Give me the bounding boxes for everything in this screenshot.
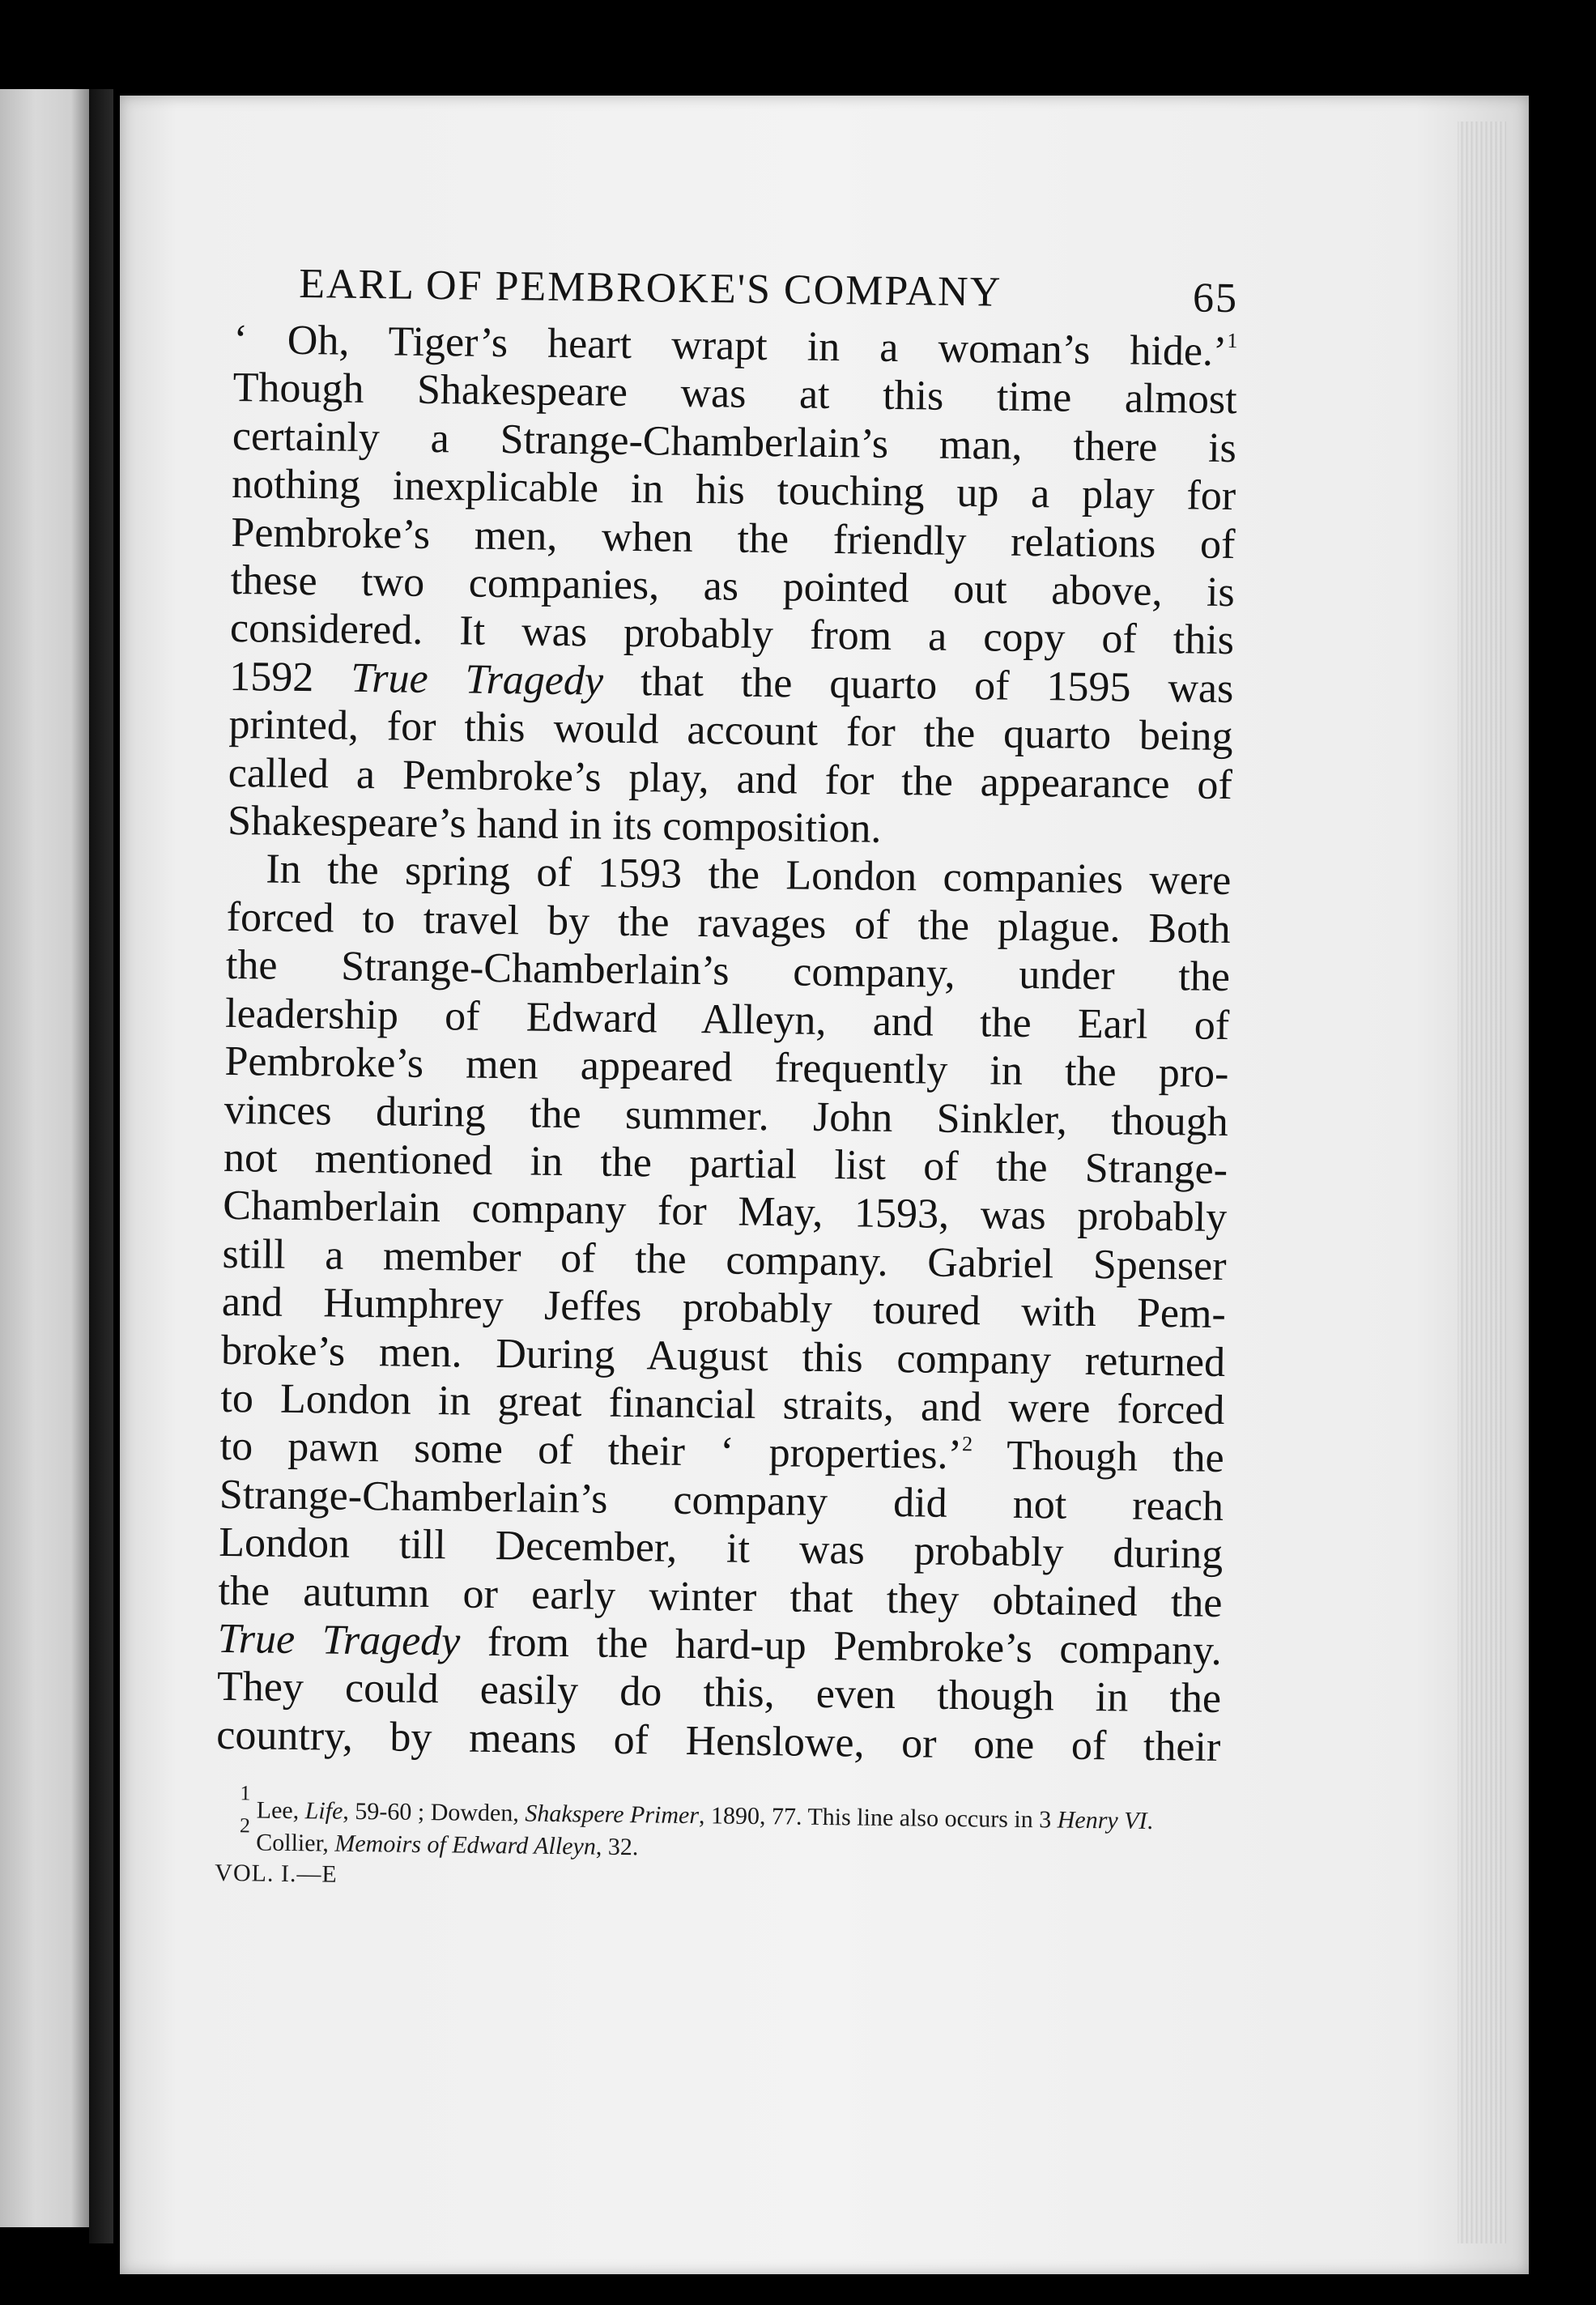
- text-line: They could easily do this, even though in the: [216, 1664, 1222, 1723]
- text-line: True Tragedy from the hard-up Pembroke’s company.: [217, 1615, 1223, 1674]
- text-line: not mentioned in the partial list of the Strange-: [223, 1134, 1228, 1193]
- page-number: 65: [1192, 275, 1239, 322]
- text-line: country, by means of Henslowe, or one of their: [216, 1711, 1221, 1770]
- page-fore-edge: [1458, 121, 1506, 2243]
- text-line: Pembroke’s men, when the friendly relations of: [231, 509, 1236, 568]
- signature-mark: VOL. I.—E: [215, 1860, 338, 1888]
- text-line: called a Pembroke’s play, and for the appearance of: [228, 749, 1233, 808]
- facing-page-edge: [0, 89, 89, 2227]
- text-line: still a member of the company. Gabriel Spenser: [222, 1230, 1227, 1289]
- text-line: Strange-Chamberlain’s company did not reach: [219, 1471, 1224, 1530]
- text-line: printed, for this would account for the quarto being: [228, 701, 1233, 761]
- italic-title: True Tragedy: [217, 1615, 461, 1665]
- text-line: and Humphrey Jeffes probably toured with Pem-: [221, 1279, 1227, 1338]
- text-line: Pembroke’s men appeared frequently in the pro-: [224, 1038, 1229, 1097]
- text-line: Though Shakespeare was at this time almost: [232, 364, 1237, 424]
- body-text: [216, 316, 1238, 1771]
- text-line: London till December, it was probably during: [218, 1519, 1224, 1579]
- footnotes: [215, 1781, 1219, 1901]
- text-line: to London in great financial straits, and were forced: [220, 1374, 1225, 1434]
- text-line: In the spring of 1593 the London companies were: [266, 846, 1232, 905]
- footnote-ref: 1: [1227, 328, 1238, 353]
- text-line: the autumn or early winter that they obtained the: [218, 1567, 1223, 1626]
- text-line: ‘ Oh, Tiger’s heart wrapt in a woman’s hide.’$^1$: [233, 316, 1238, 375]
- running-head: [234, 235, 1239, 328]
- footnote-1: $^1$ Lee, Life, 59-60 ; Dowden, Shakspere Primer, 1890, 77. This line also occurs in 3 Henry VI.: [240, 1781, 1154, 1835]
- page-text-block: [215, 235, 1239, 1901]
- text-line: vinces during the summer. John Sinkler, though: [223, 1086, 1229, 1145]
- text-line: the Strange-Chamberlain’s company, under the: [225, 942, 1231, 1001]
- text-line: nothing inexplicable in his touching up a play for: [231, 461, 1236, 520]
- text-line: considered. It was probably from a copy of this: [229, 605, 1235, 664]
- text-line: forced to travel by the ravages of the plague. Both: [226, 893, 1231, 952]
- text-line: these two companies, as pointed out above, is: [230, 557, 1236, 616]
- footnote-2: $^2$ Collier, Memoirs of Edward Alleyn, 32.: [239, 1813, 639, 1861]
- text-line: Shakespeare’s hand in its composition.: [227, 798, 882, 852]
- footnote-ref: 2: [961, 1432, 973, 1456]
- running-head-title: EARL OF PEMBROKE'S COMPANY: [298, 260, 1002, 316]
- gutter-shadow: [89, 89, 113, 2243]
- text-line: to pawn some of their ‘ properties.’$^2$ Though the: [219, 1423, 1224, 1482]
- text-line: certainly a Strange-Chamberlain’s man, there is: [232, 412, 1237, 471]
- text-line: Chamberlain company for May, 1593, was probably: [223, 1182, 1228, 1242]
- text-line: leadership of Edward Alleyn, and the Earl of: [224, 990, 1230, 1049]
- text-line: broke’s men. During August this company returned: [220, 1327, 1226, 1386]
- italic-title: True Tragedy: [350, 654, 604, 705]
- text-line: 1592 True Tragedy that the quarto of 1595 was: [228, 653, 1234, 712]
